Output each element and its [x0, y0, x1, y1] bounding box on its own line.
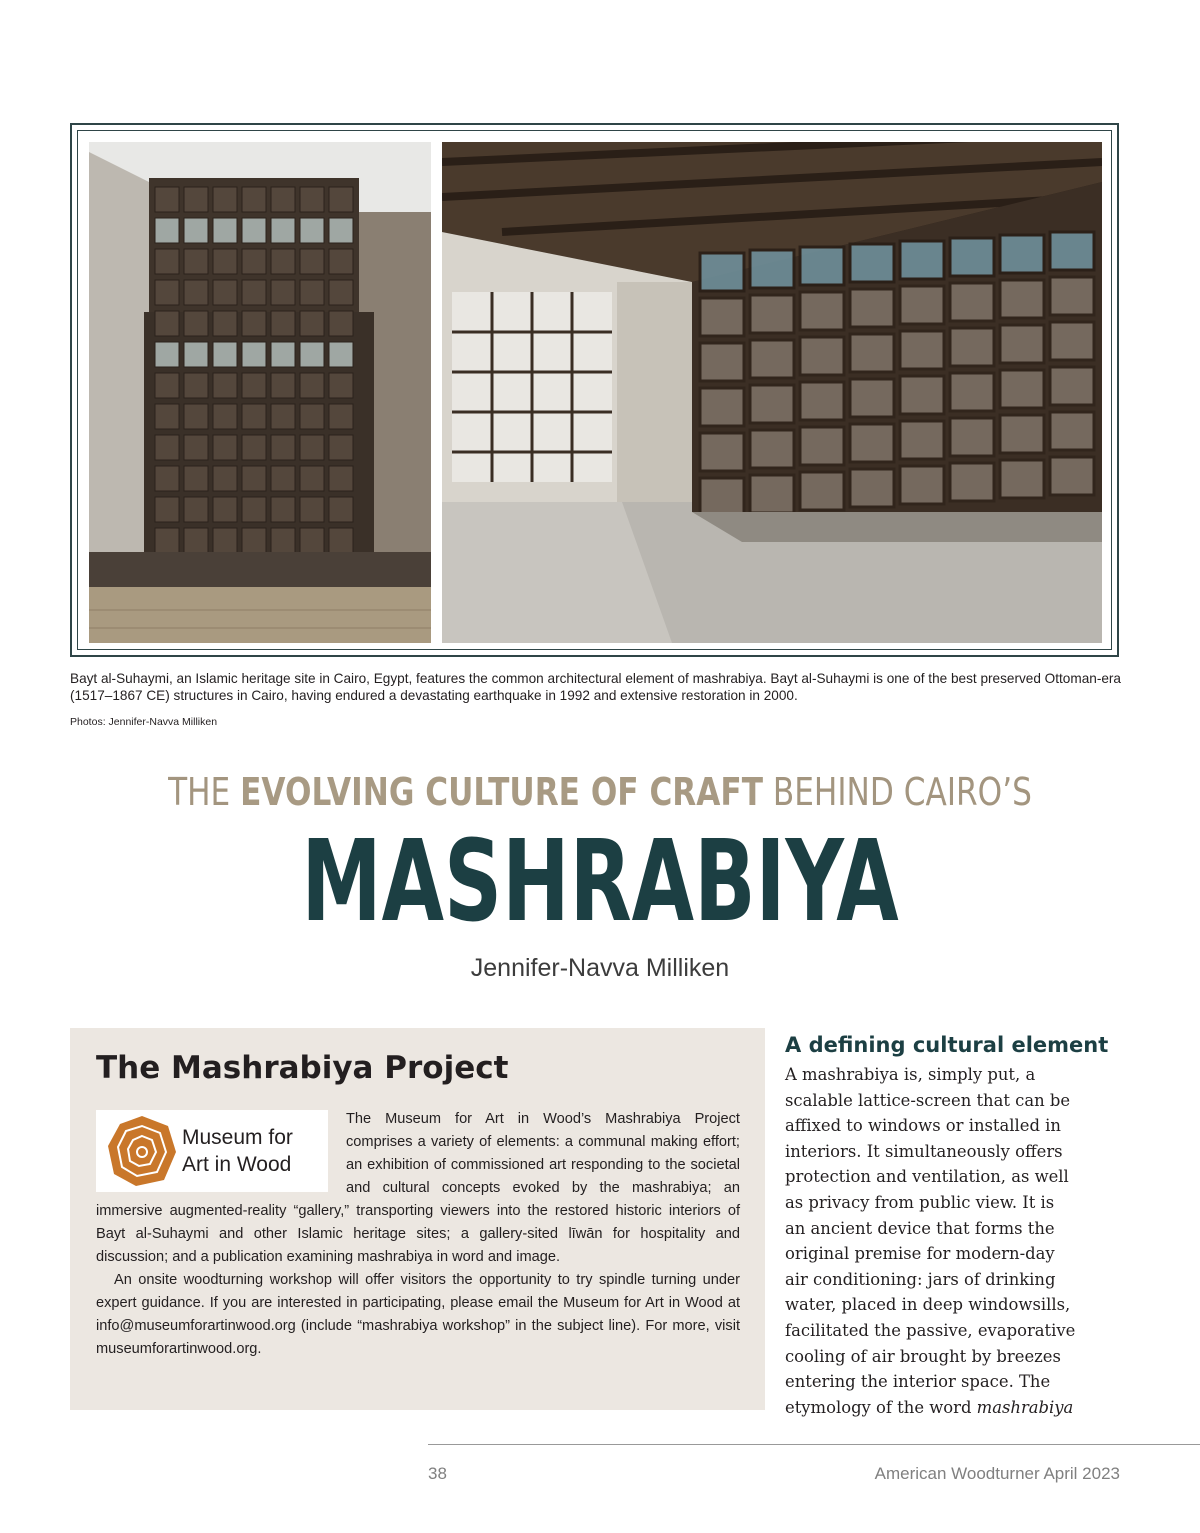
section-heading: A defining cultural element	[785, 1033, 1109, 1057]
body-line-last	[785, 1395, 1103, 1421]
kicker-pre: THE	[168, 770, 241, 814]
body-line: as privacy from public view. It is	[785, 1192, 1055, 1212]
interior-illustration	[442, 142, 1102, 643]
footer-rule	[428, 1444, 1200, 1445]
logo-line-2: Art in Wood	[182, 1153, 292, 1176]
sidebar-box	[70, 1028, 765, 1410]
photo-caption: Bayt al-Suhaymi, an Islamic heritage site in Cairo, Egypt, features the common architectural element of mashrabiya. Bayt al-Suhaymi is one of the best preserved Ottoman-era (1517–1867 CE) structures in Cairo, having endured a devastating earthquake in 1992 and extensive restoration in 2000.	[70, 671, 1121, 703]
body-line: water, placed in deep windowsills,	[785, 1295, 1071, 1315]
last-line-text: etymology of the word	[785, 1397, 977, 1417]
body-line: A mashrabiya is, simply put, a	[785, 1065, 1036, 1084]
body-line: facilitated the passive, evaporative	[785, 1320, 1076, 1340]
kicker-post: BEHIND CAIRO’S	[762, 770, 1032, 814]
page-number: 38	[428, 1464, 447, 1483]
body-line: protection and ventilation, as well	[785, 1167, 1069, 1187]
body-line: cooling of air brought by breezes	[785, 1346, 1061, 1366]
photo-exterior-facade	[89, 142, 431, 643]
magazine-issue: American Woodturner April 2023	[874, 1464, 1120, 1483]
kicker-bold: EVOLVING CULTURE OF CRAFT	[240, 770, 763, 814]
facade-illustration	[89, 142, 431, 643]
article-headline: MASHRABIYA	[301, 817, 899, 947]
wood-rings-icon	[102, 1110, 182, 1192]
body-line: original premise for modern-day	[785, 1244, 1055, 1264]
body-line: air conditioning: jars of drinking	[785, 1269, 1056, 1289]
body-line: interiors. It simultaneously offers	[785, 1141, 1063, 1161]
sidebar-title: The Mashrabiya Project	[96, 1050, 509, 1086]
body-line: affixed to windows or installed in	[785, 1116, 1061, 1136]
sidebar-paragraph-1: The Museum for Art in Wood’s Mashrabiya Project comprises a variety of elements: a communal making effort; an exhibition of commissioned art responding to the societal and cultural concepts evoked by the mashrabiya; an immersive augmented-reality “gallery,” transporting viewers into the restored historic interiors of Bayt al-Suhaymi and other Islamic heritage sites; a gallery-sited līwān for hospitality and discussion; and a publication examining mashrabiya in word and image.	[96, 1111, 740, 1265]
sidebar-paragraph-2: An onsite woodturning workshop will offer visitors the opportunity to try spindle turning under expert guidance. If you are interested in participating, please email the Museum for Art in Wood at info@museumforartinwood.org (include “mashrabiya workshop” in the subject line). For more, visit museumforartinwood.org.	[96, 1272, 740, 1357]
museum-logo	[96, 1110, 328, 1192]
body-line: scalable lattice-screen that can be	[785, 1090, 1071, 1110]
photo-interior-room	[442, 142, 1102, 643]
photo-credit: Photos: Jennifer-Navva Milliken	[70, 716, 218, 728]
logo-wordmark	[182, 1124, 328, 1178]
article-byline: Jennifer-Navva Milliken	[470, 954, 730, 982]
last-line-italic: mashrabiya	[976, 1397, 1074, 1417]
body-line: entering the interior space. The	[785, 1372, 1051, 1392]
logo-line-1: Museum for	[182, 1126, 293, 1149]
section-body	[785, 1062, 1103, 1420]
article-kicker	[108, 770, 1092, 814]
body-line: an ancient device that forms the	[785, 1218, 1055, 1238]
